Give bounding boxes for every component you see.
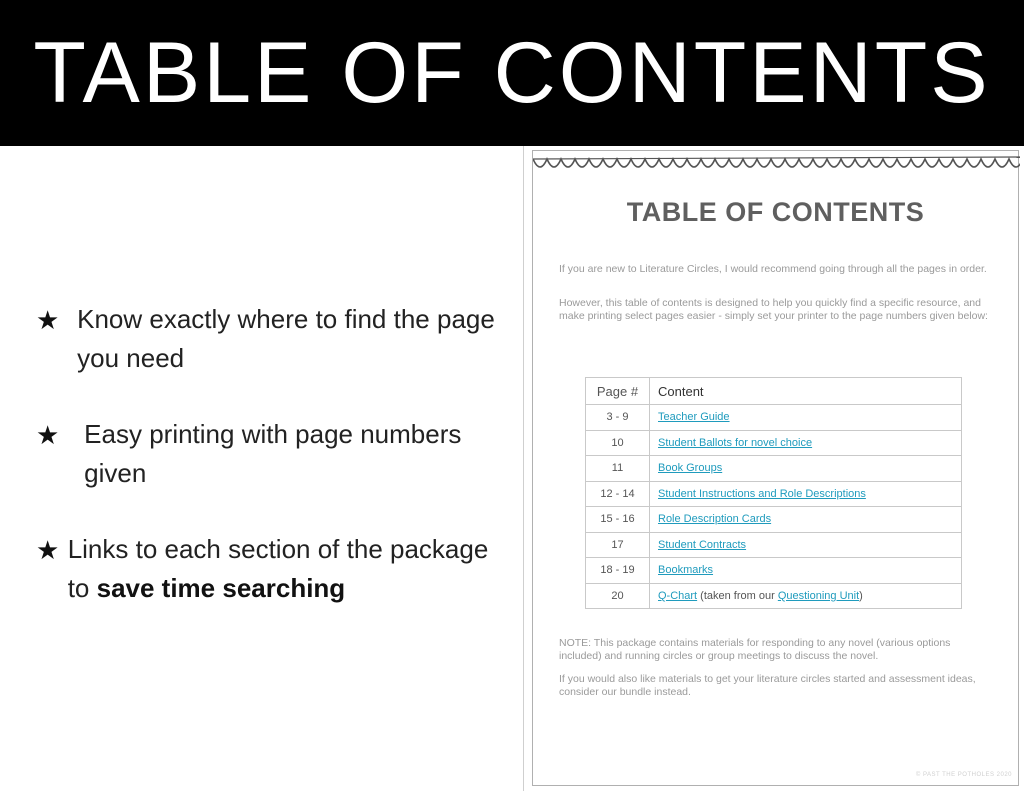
section-link-questioning-unit[interactable]: Questioning Unit: [777, 589, 860, 602]
table-row: [586, 456, 962, 482]
content-cell: [650, 481, 962, 507]
copyright-text: © PAST THE POTHOLES 2020: [915, 772, 1012, 778]
list-item-text: Links to each section of the package to save time searching: [67, 534, 489, 603]
section-link-bookmarks[interactable]: Bookmarks: [658, 564, 714, 577]
section-link-student-ballots[interactable]: Student Ballots for novel choice: [658, 436, 813, 449]
content-cell: [650, 558, 962, 584]
content-cell: [650, 583, 962, 609]
page-number-cell: 15 - 16: [586, 507, 650, 533]
content-cell: [650, 507, 962, 533]
list-item-bold: save time searching: [96, 573, 346, 603]
banner-title: TABLE OF CONTENTS: [33, 25, 991, 121]
star-icon: ★: [36, 535, 60, 565]
contents-table: [585, 377, 962, 609]
section-link-student-contracts[interactable]: Student Contracts: [658, 538, 747, 551]
content-suffix: (taken from our: [697, 589, 778, 602]
section-link-book-groups[interactable]: Book Groups: [658, 462, 723, 475]
intro-paragraph-2: However, this table of contents is designed to help you quickly find a specific resource, and make printing select pages easier - simply set your printer to the page numbers given below:: [559, 297, 988, 322]
list-item: [36, 300, 506, 378]
note-paragraph-2: If you would also like materials to get your literature circles started and assessment ideas, consider our bundle instead.: [559, 673, 976, 698]
list-item: [36, 530, 506, 608]
section-link-role-cards[interactable]: Role Description Cards: [658, 513, 772, 526]
bunting-decoration: [533, 151, 1020, 183]
content-cell: [650, 456, 962, 482]
table-row: [586, 430, 962, 456]
list-item-text: Know exactly where to find the page you need: [77, 304, 495, 373]
section-link-q-chart[interactable]: Q-Chart: [658, 589, 698, 602]
content-cell: [650, 430, 962, 456]
page-number-cell: 10: [586, 430, 650, 456]
content-end: ): [859, 589, 863, 602]
page-number-cell: 20: [586, 583, 650, 609]
star-icon: ★: [36, 420, 60, 450]
page-number-cell: 3 - 9: [586, 405, 650, 431]
list-item-text: Easy printing with page numbers given: [84, 419, 462, 488]
table-row: [586, 583, 962, 609]
feature-list: [36, 300, 506, 645]
document-preview-panel: [523, 146, 1024, 791]
content-cell: [650, 532, 962, 558]
list-item: [36, 415, 506, 493]
document-title: TABLE OF CONTENTS: [626, 197, 925, 227]
column-header-page: Page #: [586, 378, 650, 405]
page-number-cell: 17: [586, 532, 650, 558]
star-icon: ★: [36, 305, 60, 335]
content-cell: [650, 405, 962, 431]
section-link-student-instructions[interactable]: Student Instructions and Role Descriptions: [658, 487, 866, 500]
page-number-cell: 18 - 19: [586, 558, 650, 584]
title-banner: [0, 0, 1024, 146]
column-header-content: Content: [650, 378, 962, 405]
table-row: [586, 532, 962, 558]
note-paragraph: NOTE: This package contains materials for responding to any novel (various options included) and running circles or group meetings to discuss the novel.: [559, 637, 951, 662]
table-header-row: [586, 378, 962, 405]
table-row: [586, 507, 962, 533]
table-row: [586, 558, 962, 584]
page-number-cell: 11: [586, 456, 650, 482]
table-row: [586, 481, 962, 507]
page-number-cell: 12 - 14: [586, 481, 650, 507]
document-page: [532, 150, 1019, 786]
table-row: [586, 405, 962, 431]
intro-paragraph: If you are new to Literature Circles, I would recommend going through all the pages in order.: [559, 263, 987, 275]
section-link-teacher-guide[interactable]: Teacher Guide: [658, 411, 730, 424]
